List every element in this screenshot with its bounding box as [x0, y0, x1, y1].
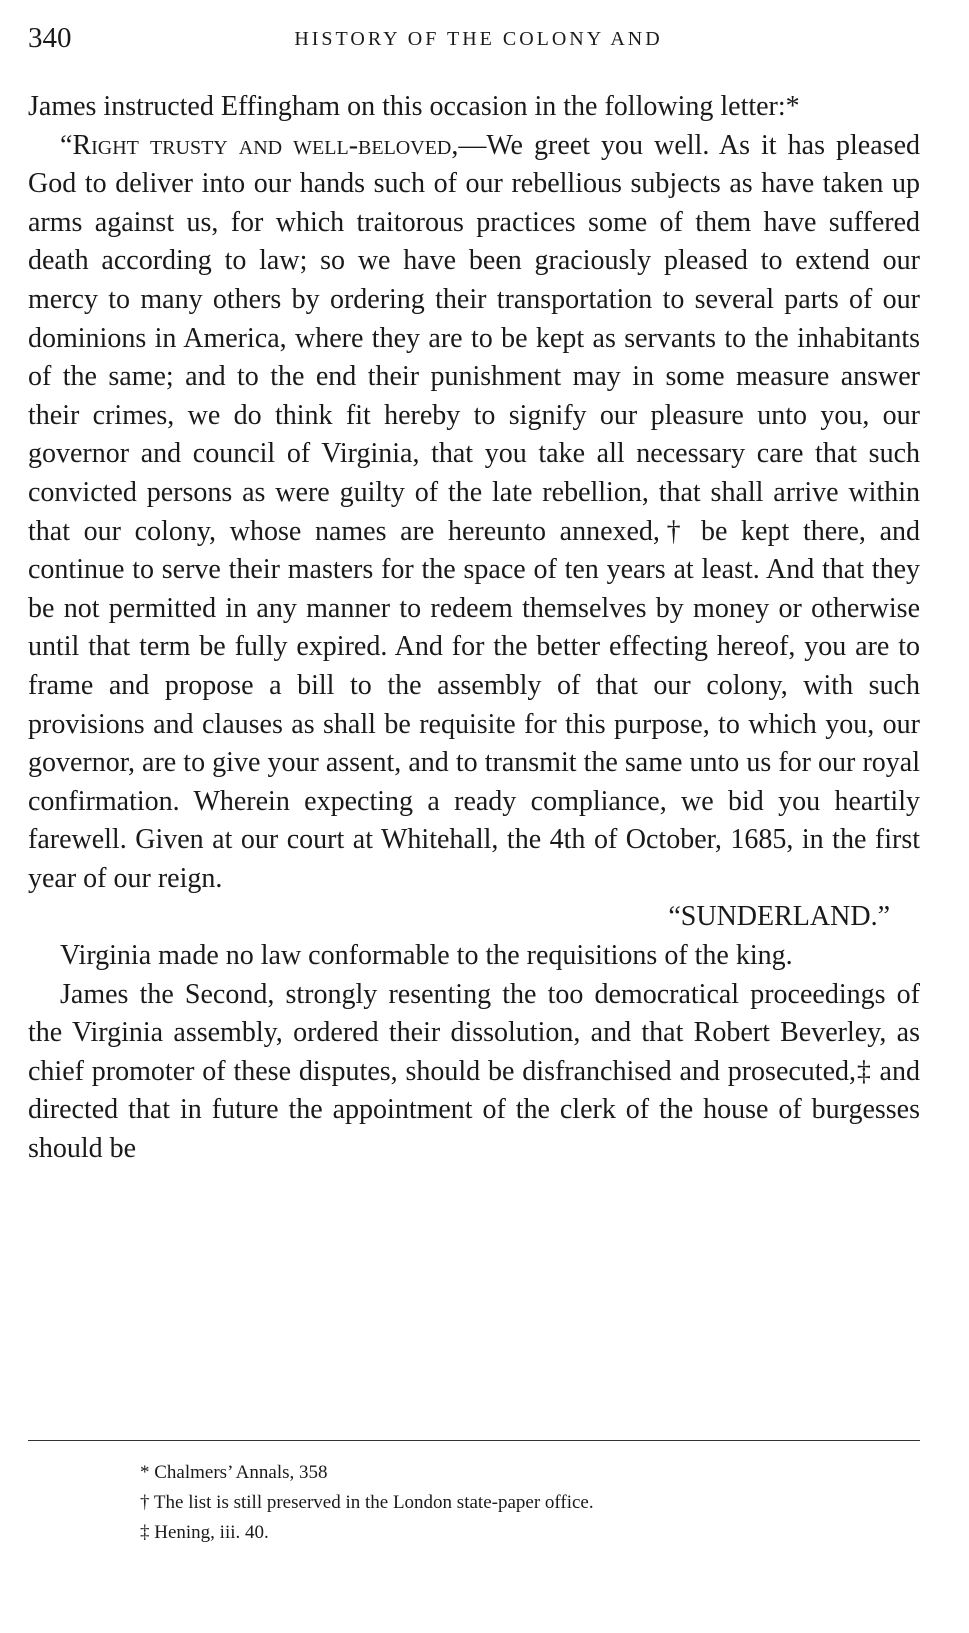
- intro-paragraph: James instructed Effingham on this occasion in the following letter:*: [28, 91, 800, 122]
- page-number: 340: [28, 22, 72, 54]
- page-header: [28, 22, 929, 62]
- running-head: HISTORY OF THE COLONY AND: [294, 28, 663, 50]
- footnote: ‡ Hening, iii. 40.: [140, 1522, 269, 1543]
- footnote: † The list is still preserved in the London state-paper office.: [140, 1492, 594, 1513]
- paragraph-virginia: Virginia made no law conformable to the requisitions of the king.: [60, 940, 793, 972]
- footnote-divider: [28, 1440, 920, 1441]
- footnotes: [140, 1458, 594, 1548]
- letter-salutation: Right trusty and well-beloved,: [72, 129, 459, 161]
- letter-text: —We greet you well. As it has pleased God to deliver into our hands such of our rebellious subjects as have taken up arms against us, for which traitorous practices some of them have suffered death according to law; so we have been graciously pleased to extend our mercy to many others by ordering their transportation to several parts of our dominions in America, where they are to be kept as servants to the inhabitants of the same; and to the end their punishment may in some measure answer their crimes, we do think fit hereby to signify our pleasure unto you, our governor and council of Virginia, that you take all necessary care that such convicted persons as were guilty of the late rebellion, that shall arrive within that our colony, whose names are hereunto annexed,† be kept there, and continue to serve their masters for the space of ten years at least. And that they be not permitted in any manner to redeem themselves by money or otherwise until that term be fully expired. And for the better effecting hereof, you are to frame and propose a bill to the assembly of that our colony, with such provisions and clauses as shall be requisite for this purpose, to which you, our governor, are to give your assent, and to transmit the same unto us for our royal confirmation. Wherein expecting a ready compliance, we bid you heartily farewell. Given at our court at Whitehall, the 4th of October, 1685, in the first year of our reign.: [28, 129, 920, 894]
- paragraph-james: James the Second, strongly resenting the too democratical proceedings of the Virginia assembly, ordered their dissolution, and that Robert Beverley, as chief promoter of these disputes, should be disfranchised and prosecuted,‡ and directed that in future the appointment of the clerk of the house of burgesses should be: [28, 978, 920, 1165]
- footnote: * Chalmers’ Annals, 358: [140, 1462, 328, 1483]
- letter-paragraph: [28, 127, 920, 899]
- main-text: [28, 88, 920, 1169]
- letter-signature: “SUNDERLAND.”: [668, 901, 890, 933]
- letter-open-quote: “: [60, 129, 73, 161]
